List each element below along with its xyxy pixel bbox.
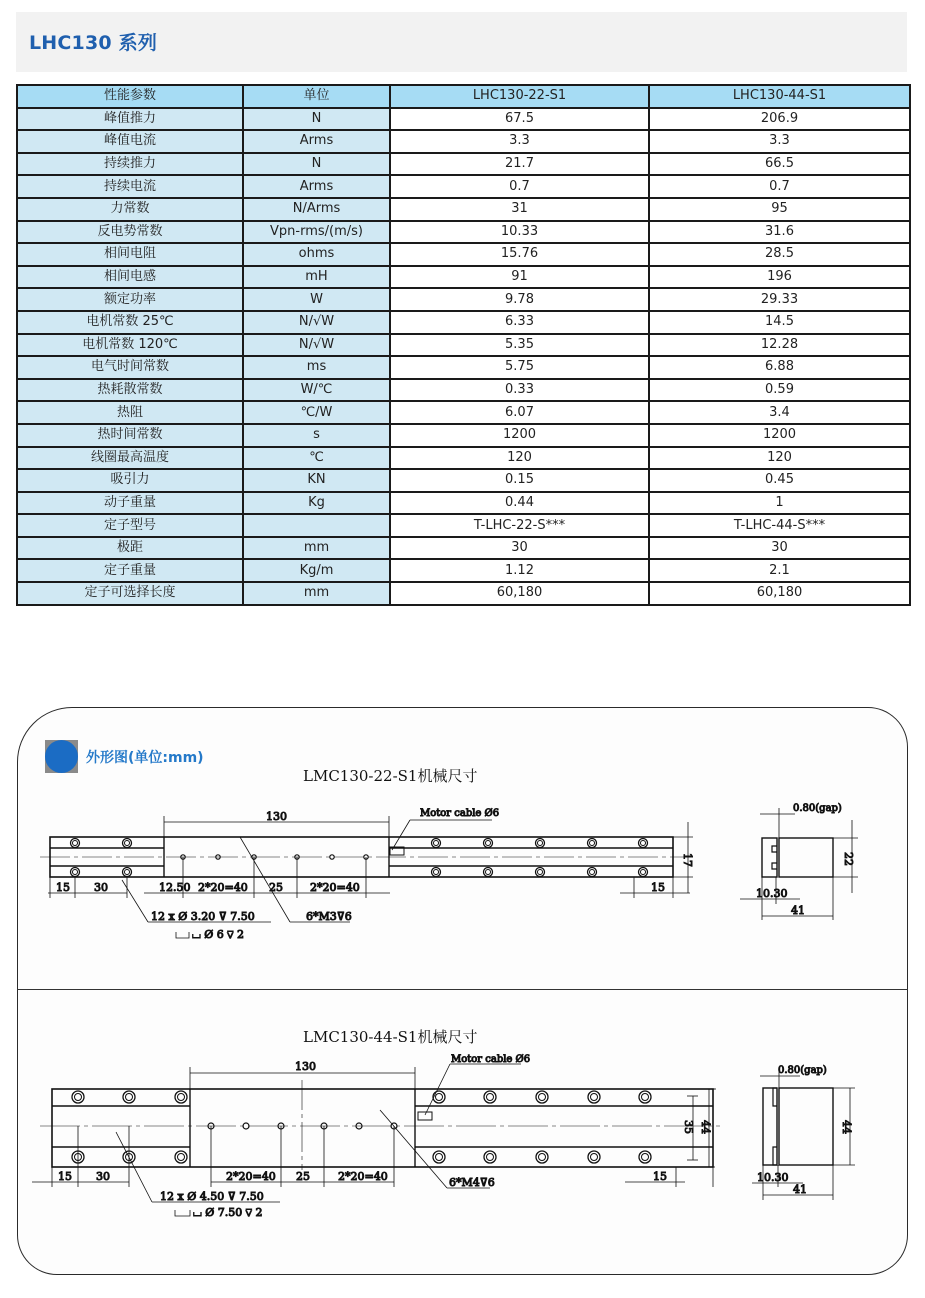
value-22-cell: 5.75: [390, 356, 649, 379]
mounting-hole-inner: [434, 841, 439, 846]
unit-cell: Vpn-rms/(m/s): [243, 221, 390, 244]
unit-cell: ohms: [243, 243, 390, 266]
mounting-hole-inner: [590, 841, 595, 846]
side-22-10-30: 10.30: [756, 887, 788, 900]
unit-cell: N/√W: [243, 334, 390, 357]
thread-hole: [330, 855, 334, 859]
value-22-cell: 15.76: [390, 243, 649, 266]
param-cell: 峰值电流: [17, 130, 243, 153]
dim-22-30: 30: [94, 881, 108, 894]
dim-22-pitch-a: 2*20=40: [198, 881, 248, 894]
mounting-hole: [433, 1151, 445, 1163]
param-cell: 持续推力: [17, 153, 243, 176]
value-44-cell: 0.45: [649, 469, 910, 492]
gap-44: 0.80(gap): [778, 1065, 827, 1076]
mounting-hole-inner: [73, 841, 78, 846]
unit-cell: mH: [243, 266, 390, 289]
thread-note-22: 6*M3⊽6: [306, 910, 352, 923]
section-label: 外形图(单位:mm): [86, 750, 204, 766]
header-model-44: LHC130-44-S1: [649, 85, 910, 108]
mounting-hole: [175, 1151, 187, 1163]
unit-cell: ms: [243, 356, 390, 379]
hole-note-22: 12 x Ø 3.20 ⊽ 7.50: [151, 910, 255, 923]
mounting-hole-inner: [641, 841, 646, 846]
mounting-hole: [123, 868, 132, 877]
value-44-cell: 12.28: [649, 334, 910, 357]
dim-44-pitch-b: 2*20=40: [338, 1170, 388, 1183]
value-22-cell: 6.07: [390, 401, 649, 424]
unit-cell: N/Arms: [243, 198, 390, 221]
mounting-hole: [123, 1091, 135, 1103]
mounting-hole-inner: [125, 841, 130, 846]
side-44-height: 44: [840, 1120, 853, 1134]
mounting-hole: [588, 1091, 600, 1103]
mounting-hole-inner: [126, 1094, 133, 1101]
mounting-hole: [588, 868, 597, 877]
unit-cell: Arms: [243, 130, 390, 153]
unit-cell: ℃: [243, 447, 390, 470]
param-cell: 热阻: [17, 401, 243, 424]
param-cell: 极距: [17, 537, 243, 560]
param-cell: 动子重量: [17, 492, 243, 515]
side-44-41: 41: [793, 1183, 807, 1196]
unit-cell: KN: [243, 469, 390, 492]
value-44-cell: 60,180: [649, 582, 910, 605]
cbore-note-44: ⌴ Ø 7.50 ⊽ 2: [193, 1206, 263, 1219]
mounting-hole-inner: [538, 870, 543, 875]
dim-44-25: 25: [296, 1170, 310, 1183]
value-22-cell: 9.78: [390, 288, 649, 311]
unit-cell: Kg: [243, 492, 390, 515]
mounting-hole: [433, 1091, 445, 1103]
mounting-hole-inner: [642, 1154, 649, 1161]
mounting-hole-inner: [125, 870, 130, 875]
unit-cell: W: [243, 288, 390, 311]
value-44-cell: T-LHC-44-S***: [649, 514, 910, 537]
mounting-hole: [639, 1151, 651, 1163]
mounting-hole-inner: [590, 870, 595, 875]
side-22-41: 41: [791, 904, 805, 917]
param-cell: 热耗散常数: [17, 379, 243, 402]
value-22-cell: 0.7: [390, 175, 649, 198]
param-cell: 吸引力: [17, 469, 243, 492]
value-22-cell: 6.33: [390, 311, 649, 334]
drawing-title-44: LMC130-44-S1机械尺寸: [303, 1028, 478, 1046]
mounting-hole-inner: [487, 1154, 494, 1161]
unit-cell: s: [243, 424, 390, 447]
unit-cell: mm: [243, 537, 390, 560]
value-44-cell: 0.59: [649, 379, 910, 402]
drawing-44-holes: [72, 1091, 651, 1163]
param-cell: 相间电阻: [17, 243, 243, 266]
value-22-cell: 67.5: [390, 108, 649, 131]
header-unit: 单位: [243, 85, 390, 108]
mounting-hole-inner: [591, 1154, 598, 1161]
gap-22: 0.80(gap): [793, 803, 842, 814]
value-22-cell: 91: [390, 266, 649, 289]
param-cell: 电气时间常数: [17, 356, 243, 379]
param-cell: 定子重量: [17, 559, 243, 582]
param-cell: 持续电流: [17, 175, 243, 198]
drawing-44-front-view: [40, 1080, 720, 1170]
dim-22-25: 25: [269, 881, 283, 894]
value-44-cell: 31.6: [649, 221, 910, 244]
mounting-hole: [484, 1091, 496, 1103]
value-44-cell: 28.5: [649, 243, 910, 266]
mounting-hole-inner: [178, 1094, 185, 1101]
value-22-cell: 60,180: [390, 582, 649, 605]
param-cell: 反电势常数: [17, 221, 243, 244]
mounting-hole-inner: [487, 1094, 494, 1101]
cable-22: Motor cable Ø6: [420, 808, 500, 819]
param-cell: 线圈最高温度: [17, 447, 243, 470]
unit-cell: mm: [243, 582, 390, 605]
mounting-hole-inner: [436, 1094, 443, 1101]
param-cell: 电机常数 120℃: [17, 334, 243, 357]
header-model-22: LHC130-22-S1: [390, 85, 649, 108]
value-44-cell: 1: [649, 492, 910, 515]
unit-cell: N/√W: [243, 311, 390, 334]
value-44-cell: 6.88: [649, 356, 910, 379]
value-44-cell: 0.7: [649, 175, 910, 198]
mounting-hole-inner: [641, 870, 646, 875]
mounting-hole: [432, 839, 441, 848]
mounting-hole: [175, 1091, 187, 1103]
value-22-cell: 0.15: [390, 469, 649, 492]
mounting-hole-inner: [434, 870, 439, 875]
value-22-cell: 3.3: [390, 130, 649, 153]
cable-44: Motor cable Ø6: [451, 1054, 531, 1065]
thread-note-44: 6*M4⊽6: [449, 1176, 495, 1189]
value-22-cell: 1200: [390, 424, 649, 447]
param-cell: 热时间常数: [17, 424, 243, 447]
value-22-cell: 120: [390, 447, 649, 470]
mounting-hole: [123, 839, 132, 848]
mounting-hole: [639, 1091, 651, 1103]
hole-note-44: 12 x Ø 4.50 ⊽ 7.50: [160, 1190, 264, 1203]
dim-22-height: 17: [681, 853, 694, 867]
mounting-hole: [71, 868, 80, 877]
mounting-hole-inner: [539, 1154, 546, 1161]
mounting-hole: [484, 839, 493, 848]
dim-44-130: 130: [295, 1060, 316, 1073]
value-44-cell: 2.1: [649, 559, 910, 582]
value-22-cell: 21.7: [390, 153, 649, 176]
mounting-hole: [536, 1151, 548, 1163]
dim-22-15-left: 15: [56, 881, 70, 894]
mounting-hole: [432, 868, 441, 877]
value-22-cell: 0.33: [390, 379, 649, 402]
dim-44-35: 35: [682, 1120, 695, 1134]
dim-44-15-left: 15: [58, 1170, 72, 1183]
dim-22-12-50: 12.50: [159, 881, 191, 894]
dim-22-130: 130: [266, 810, 287, 823]
param-cell: 定子型号: [17, 514, 243, 537]
mounting-hole: [536, 839, 545, 848]
mounting-hole: [588, 839, 597, 848]
cbore-note-22: ⌴ Ø 6 ⊽ 2: [192, 928, 245, 941]
mounting-hole-inner: [539, 1094, 546, 1101]
mounting-hole-inner: [178, 1154, 185, 1161]
mounting-hole-inner: [436, 1154, 443, 1161]
value-44-cell: 66.5: [649, 153, 910, 176]
param-cell: 额定功率: [17, 288, 243, 311]
drawing-22-front-view: [40, 837, 690, 877]
value-22-cell: 5.35: [390, 334, 649, 357]
param-cell: 峰值推力: [17, 108, 243, 131]
value-22-cell: 31: [390, 198, 649, 221]
value-44-cell: 29.33: [649, 288, 910, 311]
value-44-cell: 3.4: [649, 401, 910, 424]
value-44-cell: 95: [649, 198, 910, 221]
mounting-hole: [639, 839, 648, 848]
mounting-hole: [536, 868, 545, 877]
value-22-cell: 0.44: [390, 492, 649, 515]
dim-44-44: 44: [699, 1120, 712, 1134]
unit-cell: Arms: [243, 175, 390, 198]
mounting-hole-inner: [486, 841, 491, 846]
side-44-10-30: 10.30: [757, 1171, 789, 1184]
value-44-cell: 206.9: [649, 108, 910, 131]
value-22-cell: 1.12: [390, 559, 649, 582]
dim-44-pitch-a: 2*20=40: [226, 1170, 276, 1183]
value-44-cell: 120: [649, 447, 910, 470]
drawing-44-dimensions: [32, 1064, 716, 1216]
side-22-height: 22: [842, 852, 855, 866]
unit-cell: ℃/W: [243, 401, 390, 424]
mounting-hole: [72, 1091, 84, 1103]
header-param: 性能参数: [17, 85, 243, 108]
dim-22-pitch-b: 2*20=40: [310, 881, 360, 894]
param-cell: 力常数: [17, 198, 243, 221]
value-44-cell: 30: [649, 537, 910, 560]
value-22-cell: T-LHC-22-S***: [390, 514, 649, 537]
mounting-hole: [639, 868, 648, 877]
mounting-hole: [588, 1151, 600, 1163]
mounting-hole: [536, 1091, 548, 1103]
mounting-hole: [71, 839, 80, 848]
value-44-cell: 196: [649, 266, 910, 289]
value-44-cell: 3.3: [649, 130, 910, 153]
drawing-title-22: LMC130-22-S1机械尺寸: [303, 767, 478, 785]
mounting-hole: [484, 1151, 496, 1163]
mounting-hole-inner: [75, 1094, 82, 1101]
mounting-hole-inner: [591, 1094, 598, 1101]
dim-44-30: 30: [96, 1170, 110, 1183]
param-cell: 定子可选择长度: [17, 582, 243, 605]
mounting-hole: [484, 868, 493, 877]
unit-cell: W/℃: [243, 379, 390, 402]
unit-cell: N: [243, 153, 390, 176]
unit-cell: Kg/m: [243, 559, 390, 582]
mounting-hole-inner: [73, 870, 78, 875]
value-22-cell: 30: [390, 537, 649, 560]
param-cell: 相间电感: [17, 266, 243, 289]
value-44-cell: 14.5: [649, 311, 910, 334]
dim-22-15-right: 15: [651, 881, 665, 894]
drawing-22-holes: [71, 839, 648, 877]
unit-cell: N: [243, 108, 390, 131]
page-title: LHC130 系列: [29, 32, 158, 54]
param-cell: 电机常数 25℃: [17, 311, 243, 334]
mounting-hole-inner: [538, 841, 543, 846]
dim-44-15-right: 15: [653, 1170, 667, 1183]
mounting-hole-inner: [486, 870, 491, 875]
value-44-cell: 1200: [649, 424, 910, 447]
mounting-hole-inner: [642, 1094, 649, 1101]
value-22-cell: 10.33: [390, 221, 649, 244]
